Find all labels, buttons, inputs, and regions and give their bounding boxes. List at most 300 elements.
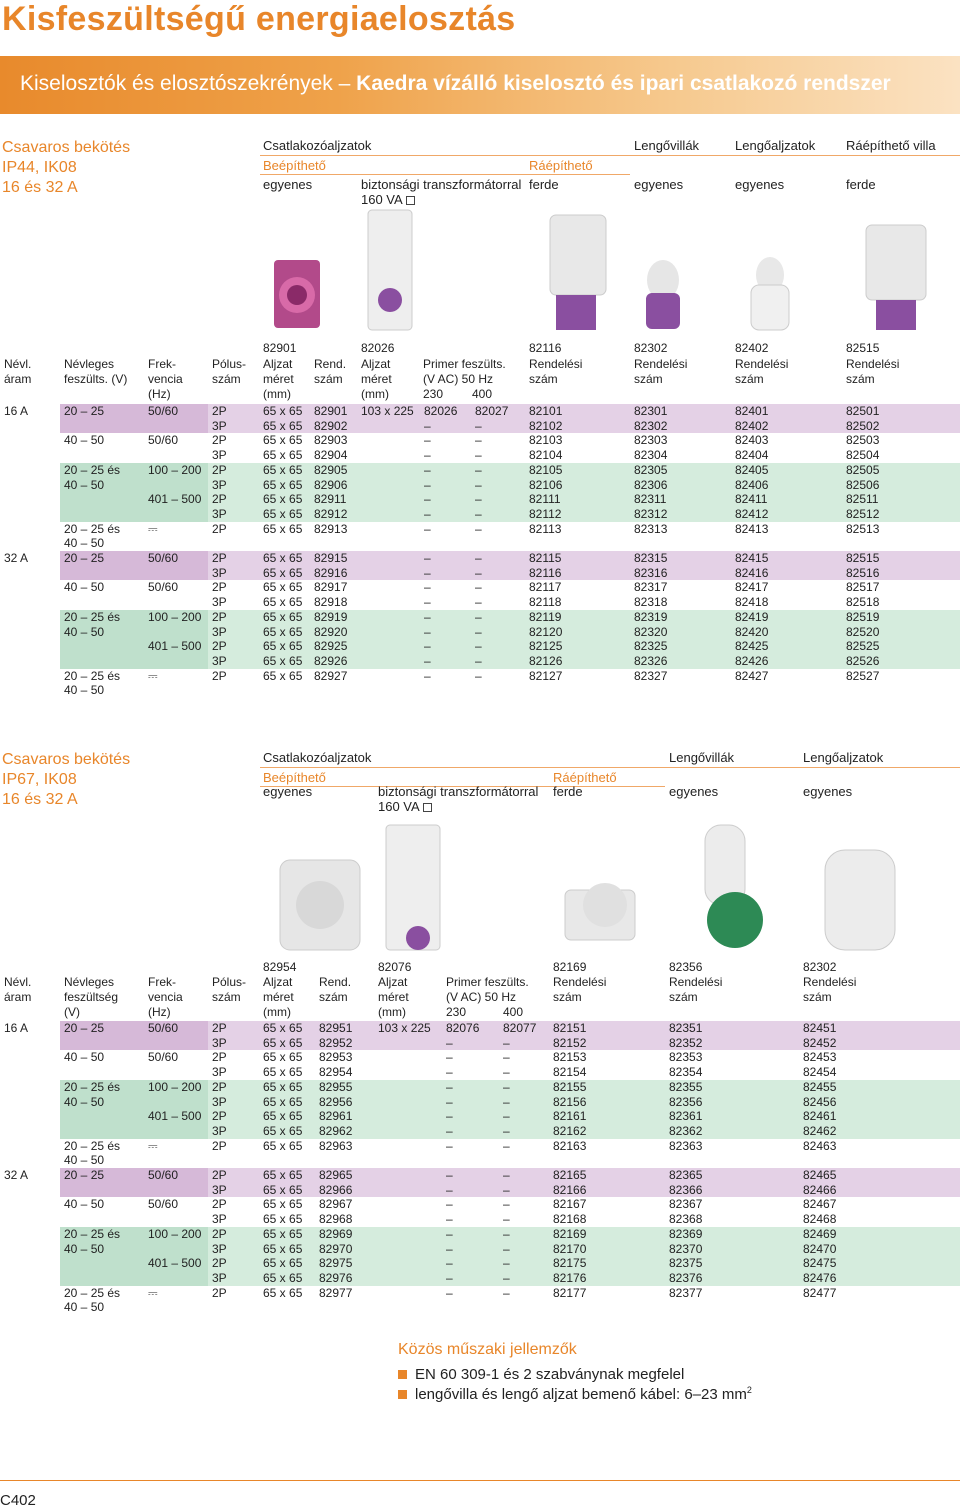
column-header: Rendelési szám	[529, 357, 583, 386]
table-cell: 82452	[803, 1035, 837, 1050]
common-spec-item	[398, 1366, 684, 1383]
table-cell: 401 – 500	[148, 1256, 202, 1271]
table-cell: 82911	[314, 492, 347, 507]
table-cell: 3P	[212, 506, 227, 521]
table-cell: 82369	[669, 1226, 703, 1241]
table-cell: –	[424, 433, 431, 448]
table-cell: 82103	[529, 433, 563, 448]
table-cell: 2P	[212, 551, 227, 565]
table-cell: 82375	[669, 1256, 703, 1271]
common-spec-text: lengővilla és lengő aljzat bemenő kábel: 6–23 mm	[415, 1386, 747, 1403]
socket-transformer-ip67-image	[378, 820, 448, 960]
table-cell: 82311	[634, 492, 667, 507]
table-cell: 82166	[553, 1182, 587, 1197]
table-cell: 82519	[846, 609, 880, 624]
table-cell: 82477	[803, 1285, 837, 1300]
ref-code: 82901	[263, 341, 297, 355]
table-cell: 20 – 25 és	[64, 462, 121, 477]
table-cell: 82463	[803, 1138, 837, 1153]
table-cell: 65 x 65	[263, 1168, 303, 1182]
s1-h-aljzatok: Csatlakozóaljzatok	[263, 138, 372, 153]
table-cell: –	[424, 595, 431, 610]
table-cell: 82365	[669, 1168, 703, 1182]
s2-160va-text: 160 VA	[378, 799, 419, 814]
table-cell: 82156	[553, 1094, 587, 1109]
ref-code: 82169	[553, 960, 587, 974]
table-cell: 82901	[314, 404, 348, 418]
table-row	[0, 1300, 960, 1315]
table-cell: 20 – 25 és	[64, 521, 121, 536]
table-row	[0, 1036, 960, 1051]
table-cell: 82515	[846, 551, 880, 565]
socket-flush-purple-image	[262, 250, 332, 335]
table-cell: 82119	[529, 609, 562, 624]
table-cell: –	[446, 1094, 453, 1109]
common-specs-title: Közös műszaki jellemzők	[398, 1341, 577, 1358]
table-cell: 65 x 65	[263, 1226, 303, 1241]
table-cell: 82170	[553, 1241, 587, 1256]
table-cell: 40 – 50	[64, 1197, 105, 1212]
table-cell: 82476	[803, 1270, 837, 1285]
table-cell: –	[503, 1065, 510, 1080]
table-row	[0, 683, 960, 698]
table-cell: 40 – 50	[64, 580, 105, 595]
table-cell: 65 x 65	[263, 595, 303, 610]
table-cell: 2P	[212, 521, 227, 536]
table-cell: –	[475, 448, 482, 463]
table-cell: –	[424, 551, 431, 565]
s1-160va-text: 160 VA	[361, 192, 402, 207]
table-cell: 3P	[212, 1094, 227, 1109]
table-row	[0, 433, 960, 448]
table-cell: 50/60	[148, 1197, 179, 1212]
socket-transformer-image	[360, 205, 420, 335]
table-row	[0, 1080, 960, 1095]
table-cell: 82403	[735, 433, 769, 448]
table-cell: 2P	[212, 1226, 227, 1241]
table-cell: –	[503, 1168, 510, 1182]
table-cell: –	[475, 668, 482, 683]
table-cell: –	[446, 1138, 453, 1153]
table-cell: 82512	[846, 506, 880, 521]
table-cell: 82327	[634, 668, 668, 683]
table-cell: 82151	[553, 1021, 587, 1035]
table-cell: 82315	[634, 551, 668, 565]
table-cell: 82525	[846, 639, 880, 654]
table-cell: 82302	[634, 418, 668, 433]
table-cell: –	[424, 462, 431, 477]
table-cell: –	[503, 1035, 510, 1050]
table-cell: –	[475, 433, 482, 448]
table-row	[0, 1242, 960, 1257]
table-cell: 82326	[634, 653, 668, 668]
table-cell: 32 A	[4, 1168, 29, 1182]
table-row	[0, 1095, 960, 1110]
table-cell: 20 – 25 és	[64, 609, 121, 624]
table-cell: 65 x 65	[263, 653, 303, 668]
section2-title	[2, 750, 130, 810]
table-cell: 82954	[319, 1065, 353, 1080]
table-cell: 40 – 50	[64, 1300, 105, 1315]
column-header: Primer feszülts. (V AC) 50 Hz	[423, 357, 506, 386]
table-row	[0, 1065, 960, 1080]
s1-h3-0: egyenes	[263, 177, 313, 192]
table-cell: –	[446, 1168, 453, 1182]
table-cell: 3P	[212, 448, 227, 463]
table-cell: 82925	[314, 639, 348, 654]
table-cell: 401 – 500	[148, 639, 202, 654]
table-cell: 82152	[553, 1035, 587, 1050]
table-cell: 20 – 25 és	[64, 1226, 121, 1241]
table-cell: 82425	[735, 639, 769, 654]
table-row	[0, 1227, 960, 1242]
section1-title-line: Csavaros bekötés	[2, 139, 131, 156]
table-row	[0, 1286, 960, 1301]
table-cell: 82305	[634, 462, 668, 477]
table-row	[0, 566, 960, 581]
table-cell: 82118	[529, 595, 562, 610]
table-cell: 2P	[212, 1256, 227, 1271]
s2-h3-3: egyenes	[669, 784, 719, 799]
table-cell: 82502	[846, 418, 880, 433]
common-spec-item	[398, 1385, 752, 1403]
table-cell: 82354	[669, 1065, 703, 1080]
table-cell: 3P	[212, 418, 227, 433]
table-cell: 82426	[735, 653, 769, 668]
table-cell: 2P	[212, 1197, 227, 1212]
table-cell: 65 x 65	[263, 1065, 303, 1080]
table-cell: 65 x 65	[263, 565, 303, 580]
table-cell: –	[424, 521, 431, 536]
s1-h3-5: ferde	[846, 177, 876, 192]
table-cell: 2P	[212, 609, 227, 624]
table-cell: 82467	[803, 1197, 837, 1212]
table-cell: 65 x 65	[263, 1109, 303, 1124]
table-cell: 65 x 65	[263, 639, 303, 654]
column-header: 400	[503, 1005, 524, 1019]
table-cell: 82427	[735, 668, 769, 683]
section2-title-line: Csavaros bekötés	[2, 751, 131, 768]
table-cell: 50/60	[148, 404, 179, 418]
table-row	[0, 478, 960, 493]
table-cell: 65 x 65	[263, 418, 303, 433]
table-cell: 82168	[553, 1212, 587, 1227]
ref-code: 82116	[529, 341, 562, 355]
table-cell: 65 x 65	[263, 521, 303, 536]
table-cell: 82968	[319, 1212, 353, 1227]
table-cell: 82306	[634, 477, 668, 492]
table-row	[0, 507, 960, 522]
table-row	[0, 404, 960, 419]
table-cell: –	[475, 624, 482, 639]
column-header: Rendelési szám	[803, 975, 857, 1004]
table-cell: 82367	[669, 1197, 703, 1212]
table-cell: –	[424, 624, 431, 639]
table-cell: –	[503, 1079, 510, 1094]
page-number: C402	[0, 1492, 36, 1509]
s1-h-raepitheto-villa: Ráépíthető villa	[846, 138, 936, 153]
table-cell: 3P	[212, 1241, 227, 1256]
table-cell: 3P	[212, 1212, 227, 1227]
table-cell: 82975	[319, 1256, 353, 1271]
ref-code: 82302	[634, 341, 668, 355]
table-row	[0, 669, 960, 684]
table-cell: 3P	[212, 1182, 227, 1197]
s2-h3-1: biztonsági transzformátorral	[378, 784, 539, 799]
table-cell: 82970	[319, 1241, 353, 1256]
table-cell: 50/60	[148, 1021, 179, 1035]
page-title: Kisfeszültségű energiaelosztás	[2, 0, 516, 38]
table-cell: –	[446, 1065, 453, 1080]
table-cell: 65 x 65	[263, 624, 303, 639]
table-cell: –	[424, 639, 431, 654]
table-cell: 65 x 65	[263, 1094, 303, 1109]
table-cell: 40 – 50	[64, 1050, 105, 1065]
table-row	[0, 1271, 960, 1286]
table-cell: 82455	[803, 1079, 837, 1094]
table-cell: 82955	[319, 1079, 353, 1094]
table-cell: 82155	[553, 1079, 587, 1094]
table-cell: 82115	[529, 551, 562, 565]
table-cell: –	[503, 1050, 510, 1065]
table-cell: 82162	[553, 1123, 587, 1138]
column-header: Rendelési szám	[735, 357, 789, 386]
double-insulation-icon	[423, 803, 432, 812]
table-cell: 65 x 65	[263, 1035, 303, 1050]
table-cell: –	[503, 1285, 510, 1300]
table-cell: 82127	[529, 668, 563, 683]
table-cell: 82361	[669, 1109, 703, 1124]
ref-code: 82076	[378, 960, 412, 974]
table-cell: 20 – 25 és	[64, 1138, 121, 1153]
column-header: Névleges feszültség (V)	[64, 975, 119, 1019]
table-cell: 40 – 50	[64, 536, 105, 551]
table-row	[0, 610, 960, 625]
table-cell: –	[475, 595, 482, 610]
table-cell: 82916	[314, 565, 348, 580]
table-cell: 65 x 65	[263, 448, 303, 463]
table-cell: 82920	[314, 624, 348, 639]
bullet-icon	[398, 1370, 407, 1379]
connector-ip67-image	[810, 840, 910, 960]
column-header: Aljzat méret (mm)	[263, 975, 294, 1019]
table-cell: 82352	[669, 1035, 703, 1050]
table-cell: 82301	[634, 404, 668, 418]
table-cell: 82967	[319, 1197, 353, 1212]
table-cell: 82405	[735, 462, 769, 477]
table-cell: 82413	[735, 521, 769, 536]
table-cell: 100 – 200	[148, 1226, 202, 1241]
table-cell: 82905	[314, 462, 348, 477]
column-header: 230	[423, 387, 444, 401]
table-cell: 82318	[634, 595, 668, 610]
ref-code: 82026	[361, 341, 395, 355]
table-cell: 82404	[735, 448, 769, 463]
table-cell: 20 – 25	[64, 1168, 105, 1182]
table-cell: 82415	[735, 551, 769, 565]
table-row	[0, 1256, 960, 1271]
table-cell: 82076	[446, 1021, 480, 1035]
table-cell: 82406	[735, 477, 769, 492]
table-cell: –	[424, 448, 431, 463]
table-cell: –	[446, 1256, 453, 1271]
table-row	[0, 536, 960, 551]
table-cell: 2P	[212, 668, 227, 683]
column-header: Pólus- szám	[212, 975, 247, 1004]
table-cell: –	[424, 609, 431, 624]
table-cell: 65 x 65	[263, 668, 303, 683]
table-cell: 82362	[669, 1123, 703, 1138]
ref-code: 82302	[803, 960, 837, 974]
table-cell: 82325	[634, 639, 668, 654]
table-cell: 2P	[212, 1138, 227, 1153]
table-cell: 65 x 65	[263, 1050, 303, 1065]
plug-green-image	[680, 820, 780, 960]
table-cell: 82453	[803, 1050, 837, 1065]
table-row	[0, 522, 960, 537]
column-header: Aljzat méret (mm)	[263, 357, 294, 401]
table-row	[0, 463, 960, 478]
table-cell: 82416	[735, 565, 769, 580]
table-cell: –	[503, 1256, 510, 1271]
table-cell: 82417	[735, 580, 769, 595]
s1-h3-4: egyenes	[735, 177, 785, 192]
table-cell: 82451	[803, 1021, 837, 1035]
table-cell: 82412	[735, 506, 769, 521]
subtitle-banner	[0, 56, 960, 114]
table-cell: 82516	[846, 565, 880, 580]
table-cell: –	[446, 1197, 453, 1212]
table-cell: 100 – 200	[148, 462, 202, 477]
table-cell: 16 A	[4, 1021, 29, 1035]
table-cell: 82163	[553, 1138, 587, 1153]
s2-h-lengoaljzatok: Lengőaljzatok	[803, 750, 884, 765]
table-cell: 3P	[212, 595, 227, 610]
table-cell: ⎓	[148, 521, 158, 536]
table-cell: 2P	[212, 404, 227, 418]
table-row	[0, 1109, 960, 1124]
table-cell: 2P	[212, 580, 227, 595]
table-row	[0, 419, 960, 434]
table-cell: 82513	[846, 521, 880, 536]
table-cell: 82112	[529, 506, 562, 521]
table-cell: 82317	[634, 580, 668, 595]
table-cell: 82965	[319, 1168, 353, 1182]
table-cell: –	[475, 418, 482, 433]
table-cell: 82503	[846, 433, 880, 448]
table-cell: 40 – 50	[64, 624, 105, 639]
table-cell: –	[446, 1079, 453, 1094]
table-cell: 82977	[319, 1285, 353, 1300]
table-cell: –	[446, 1212, 453, 1227]
table-cell: 82912	[314, 506, 348, 521]
table-cell: 82169	[553, 1226, 587, 1241]
table-cell: 82461	[803, 1109, 837, 1124]
table-cell: –	[503, 1123, 510, 1138]
table-row	[0, 1124, 960, 1139]
table-cell: –	[424, 668, 431, 683]
table-cell: 2P	[212, 1021, 227, 1035]
table-cell: –	[446, 1285, 453, 1300]
table-cell: 32 A	[4, 551, 29, 565]
s2-h-beepitheto: Beépíthető	[263, 770, 326, 785]
table-row	[0, 1050, 960, 1065]
table-cell: 82454	[803, 1065, 837, 1080]
table-cell: 82465	[803, 1168, 837, 1182]
table-cell: 82353	[669, 1050, 703, 1065]
table-cell: 82505	[846, 462, 880, 477]
table-cell: ⎓	[148, 668, 158, 683]
table-cell: 82966	[319, 1182, 353, 1197]
table-cell: 82518	[846, 595, 880, 610]
column-header: Névleges feszülts. (V)	[64, 357, 128, 386]
s1-h-beepitheto: Beépíthető	[263, 158, 326, 173]
table-cell: 82175	[553, 1256, 587, 1271]
table-row	[0, 1197, 960, 1212]
table-cell: 65 x 65	[263, 1182, 303, 1197]
table-cell: 65 x 65	[263, 580, 303, 595]
table-cell: –	[446, 1182, 453, 1197]
table-cell: –	[475, 462, 482, 477]
table-cell: –	[424, 492, 431, 507]
column-header: Primer feszülts. (V AC) 50 Hz	[446, 975, 529, 1004]
table-cell: 82319	[634, 609, 668, 624]
table-cell: –	[503, 1226, 510, 1241]
table-cell: 65 x 65	[263, 1241, 303, 1256]
table-cell: –	[424, 477, 431, 492]
table-cell: 82401	[735, 404, 769, 418]
table-row	[0, 448, 960, 463]
table-cell: 82511	[846, 492, 879, 507]
table-cell: 82376	[669, 1270, 703, 1285]
table-cell: 20 – 25 és	[64, 1285, 121, 1300]
ref-code: 82402	[735, 341, 769, 355]
table-cell: –	[424, 565, 431, 580]
table-cell: 82466	[803, 1182, 837, 1197]
table-cell: 65 x 65	[263, 1138, 303, 1153]
table-cell: 103 x 225	[361, 404, 414, 418]
table-cell: 65 x 65	[263, 609, 303, 624]
s1-h3-1: biztonsági transzformátorral	[361, 177, 522, 192]
table-row	[0, 580, 960, 595]
table-cell: 82962	[319, 1123, 353, 1138]
table-cell: 82956	[319, 1094, 353, 1109]
table-cell: 2P	[212, 1168, 227, 1182]
table-cell: –	[503, 1109, 510, 1124]
table-cell: 82027	[475, 404, 509, 418]
table-cell: 82504	[846, 448, 880, 463]
table-cell: 82469	[803, 1226, 837, 1241]
table-cell: 82356	[669, 1094, 703, 1109]
table-cell: –	[475, 551, 482, 565]
socket-surface-ip67-image	[555, 850, 665, 960]
table-cell: 82101	[529, 404, 563, 418]
table-cell: 82927	[314, 668, 348, 683]
table-cell: ⎓	[148, 1138, 158, 1153]
table-cell: 82913	[314, 521, 348, 536]
table-cell: 65 x 65	[263, 477, 303, 492]
s2-h3-4: egyenes	[803, 784, 853, 799]
table-row	[0, 1021, 960, 1036]
table-cell: 3P	[212, 1123, 227, 1138]
table-cell: –	[424, 418, 431, 433]
table-cell: 82402	[735, 418, 769, 433]
table-cell: 401 – 500	[148, 1109, 202, 1124]
table-cell: 40 – 50	[64, 1153, 105, 1168]
column-header: 230	[446, 1005, 467, 1019]
table-cell: 2P	[212, 1050, 227, 1065]
table-cell: 82527	[846, 668, 880, 683]
